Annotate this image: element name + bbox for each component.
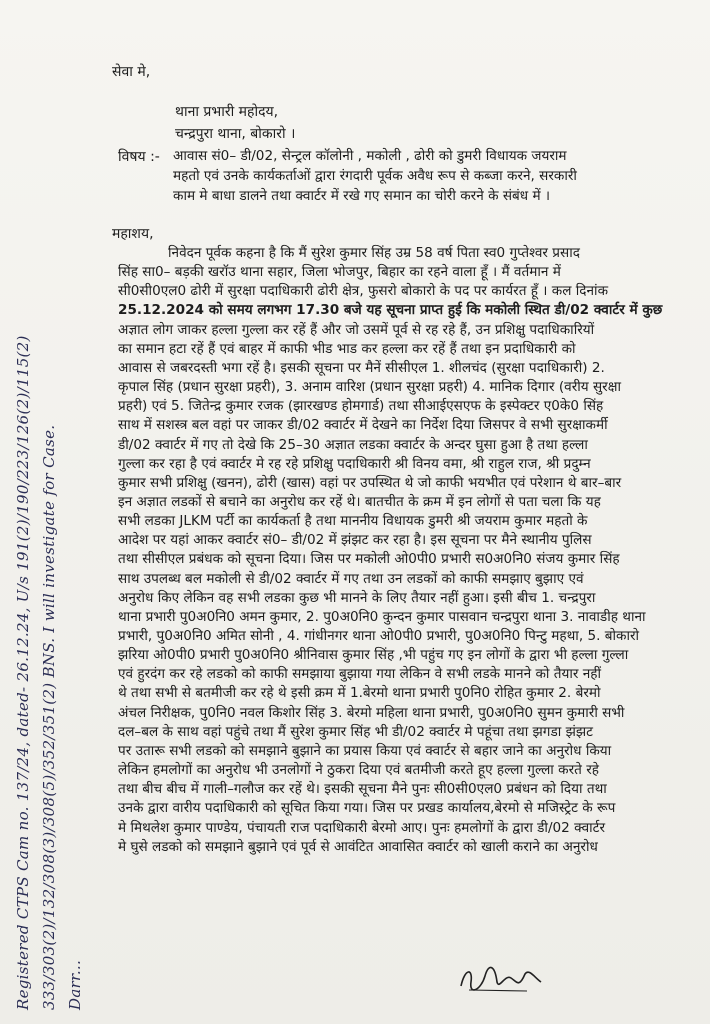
margin-note-line: 333/303(2)/132/308(3)/308(5)/352/351(2) BNS. I will investigate for Case.	[40, 424, 58, 1010]
body-line: लेकिन हमलोगों का अनुरोध भी उनलोगों ने ठुकरा दिया एवं बतमीजी करते हूए हल्ला गुल्ला करते रहे	[118, 762, 599, 779]
body-line: साथ में सशस्त्र बल वहां पर जाकर डी/02 क्वार्टर में देखने का निर्देश दिया जिसपर वे सभी सुरक्षाकर्मी	[118, 417, 608, 434]
body-line: पर उतारू सभी लडको को समझाने बुझाने का प्रयास किया एवं क्वार्टर से बहार जाने का अनुरोध किया	[118, 742, 612, 759]
body-line: तथा सीसीएल प्रबंधक को सूचना दिया। जिस पर मकोली ओ0पी0 प्रभारी स0अ0नि0 संजय कुमार सिंह	[118, 551, 620, 568]
body-line: साथ उपलब्ध बल मकोली से डी/02 क्वार्टर में गए तथा उन लडकों को काफी समझाए बुझाए एवं	[118, 570, 584, 587]
recipient-line: थाना प्रभारी महोदय,	[175, 104, 279, 120]
body-line: गुल्ला कर रहा है एवं क्वार्टर मे रह रहे प्रशिक्षु पदाधिकारी श्री विनय वमा, श्री राहुल राज, श्री प्रदुम्न	[118, 455, 591, 472]
body-line: कुमार सभी प्रशिक्षु (खनन), ढोरी (खास) वहां पर उपस्थित थे जो काफी भयभीत एवं परेशान थे बार–बार	[118, 474, 622, 491]
salutation-to: सेवा मे,	[112, 64, 151, 80]
body-line: थे तथा सभी से बतमीजी कर रहे थे इसी क्रम में 1.बेरमो थाना प्रभारी पु0नि0 रोहित कुमार 2. बेरमो	[118, 685, 601, 702]
body-line: सिंह सा0– बड़की खरॉउ थाना सहार, जिला भोजपुर, बिहार का रहने वाला हूँ । मैं वर्तमान में	[118, 264, 561, 281]
subject-line: काम मे बाधा डालने तथा क्वार्टर में रखे गए समान का चोरी करने के संबंध में ।	[173, 188, 551, 204]
body-line: झरिया ओ0पी0 प्रभारी पु0अ0नि0 श्रीनिवास कुमार सिंह ,भी पहुंच गए इन लोगों के द्वारा भी हल्ला गुल्ला	[118, 647, 629, 664]
body-line: निवेदन पूर्वक कहना है कि मैं सुरेश कुमार सिंह उम्र 58 वर्ष पिता स्व0 गुप्तेश्वर प्रसाद	[168, 245, 580, 261]
subject-label: विषय :-	[118, 149, 160, 165]
body-line: मे घुसे लडको को समझाने बुझाने एवं पूर्व से आवंटित आवासित क्वार्टर को खाली कराने का अनुरोध	[118, 838, 598, 855]
body-line: अंचल निरीक्षक, पु0नि0 नवल किशोर सिंह 3. बेरमो महिला थाना प्रभारी, पु0अ0नि0 सुमन कुमारी सभी	[118, 704, 625, 721]
body-line: आवास से जबरदस्ती भगा रहें है। इसकी सूचना पर मैनें सीसीएल 1. शीलचंद (सुरक्षा पदाधिकारी) 2.	[118, 359, 605, 376]
body-line: उनके द्वारा वारीय पदाधिकारी को सूचित किया गया। जिस पर प्रखड कार्यालय,बेरमो से मजिस्ट्रेट के रूप	[118, 800, 616, 817]
body-line: तथा बीच बीच में गाली–गलौज कर रहें थे। इसकी सूचना मैने पुनः सी0सी0एल0 प्रबंधन को दिया तथा	[118, 781, 607, 798]
subject-line: महतो एवं उनके कार्यकर्ताओं द्वारा रंगदारी पूर्वक अवैध रूप से कब्जा करने, सरकारी	[173, 168, 577, 184]
body-line: दल–बल के साथ वहां पहुंचे तथा मैं सुरेश कुमार सिंह भी डी/02 क्वार्टर मे पहूंचा तथा झगडा झंझट	[118, 723, 593, 740]
body-line: इन अज्ञात लडकों से बचाने का अनुरोध कर रहें थे। बातचीत के क्रम में इन लोगों से पता चला कि यह	[118, 493, 601, 510]
body-line: सभी लडका JLKM पर्टी का कार्यकर्ता है तथा माननीय विधायक डुमरी श्री जयराम कुमार महतो के	[118, 513, 588, 530]
body-line: मे मिथलेश कुमार पाण्डेय, पंचायती राज पदाधिकारी बेरमो आए। पुनः हमलोगों के द्वारा डी/02 क्वार्टर	[118, 819, 606, 836]
body-line: अनुरोध किए लेकिन वह सभी लडका कुछ भी मानने के लिए तैयार नहीं हुआ। इसी बीच 1. चन्द्रपुरा	[118, 589, 596, 606]
recipient-line: चन्द्रपुरा थाना, बोकारो ।	[175, 126, 296, 142]
body-line: का समान हटा रहें हैं एवं बाहर में काफी भीड भाड कर हल्ला कर रहें हैं तथा इन प्रदाधिकारी को	[118, 340, 576, 357]
margin-note-line: Registered CTPS Cam no. 137/24, dated- 26.12.24, U/s 191(2)/190/223/126(2)/115(2)	[14, 335, 32, 1010]
greeting: महाशय,	[112, 226, 154, 242]
signature	[455, 960, 545, 1000]
body-line: आदेश पर यहां आकर क्वार्टर सं0– डी/02 में झंझट कर रहा है। इस सूचना पर मैने स्थानीय पुलिस	[118, 532, 592, 549]
subject-line: आवास सं0– डी/02, सेन्ट्रल कॉलोनी , मकोली , ढोरी को डुमरी विधायक जयराम	[173, 148, 567, 164]
body-line: सी0सी0एल0 ढोरी में सुरक्षा पदाधिकारी ढोरी क्षेत्र, फुसरो बोकारो के पद पर कार्यरत हूँ । कल दिनांक	[118, 283, 609, 300]
body-line: कृपाल सिंह (प्रधान सुरक्षा प्रहरी), 3. अनाम वारिश (प्रधान सुरक्षा प्रहरी) 4. मानिक दिगार (वरीय सुरक्षा	[118, 379, 621, 396]
body-line: प्रहरी) एवं 5. जितेन्द्र कुमार रजक (झारखण्ड होमगार्ड) तथा सीआईएसएफ के इस्पेक्टर ए0के0 सिंह	[118, 398, 604, 415]
handwritten-margin-note	[10, 10, 90, 1010]
margin-note-line: Darr...	[66, 959, 84, 1010]
body-line: 25.12.2024 को समय लगभग 17.30 बजे यह सूचना प्राप्त हुई कि मकोली स्थित डी/02 क्वार्टर में कुछ	[118, 302, 663, 319]
body-line: अज्ञात लोग जाकर हल्ला गुल्ला कर रहें हैं और जो उसमें पूर्व से रह रहे हैं, उन प्रशिक्षु पदाधिकारियों	[118, 321, 595, 338]
body-line: एवं हुरदंग कर रहे लडको को काफी समझाया बुझाया गया लेकिन वे सभी लडके मानने को तैयार नहीं	[118, 666, 602, 683]
body-line: थाना प्रभारी पु0अ0नि0 अमन कुमार, 2. पु0अ0नि0 कुन्दन कुमार पासवान चन्द्रपुरा थाना 3. नावाडीह थाना	[118, 608, 646, 625]
body-line: प्रभारी, पु0अ0नि0 अमित सोनी , 4. गांधीनगर थाना ओ0पी0 प्रभारी, पु0अ0नि0 पिन्टु महथा, 5. बोकारो	[118, 628, 640, 644]
body-line: डी/02 क्वार्टर में गए तो देखे कि 25–30 अज्ञात लडका क्वार्टर के अन्दर घुसा हुआ है तथा हल्ला	[118, 436, 588, 453]
